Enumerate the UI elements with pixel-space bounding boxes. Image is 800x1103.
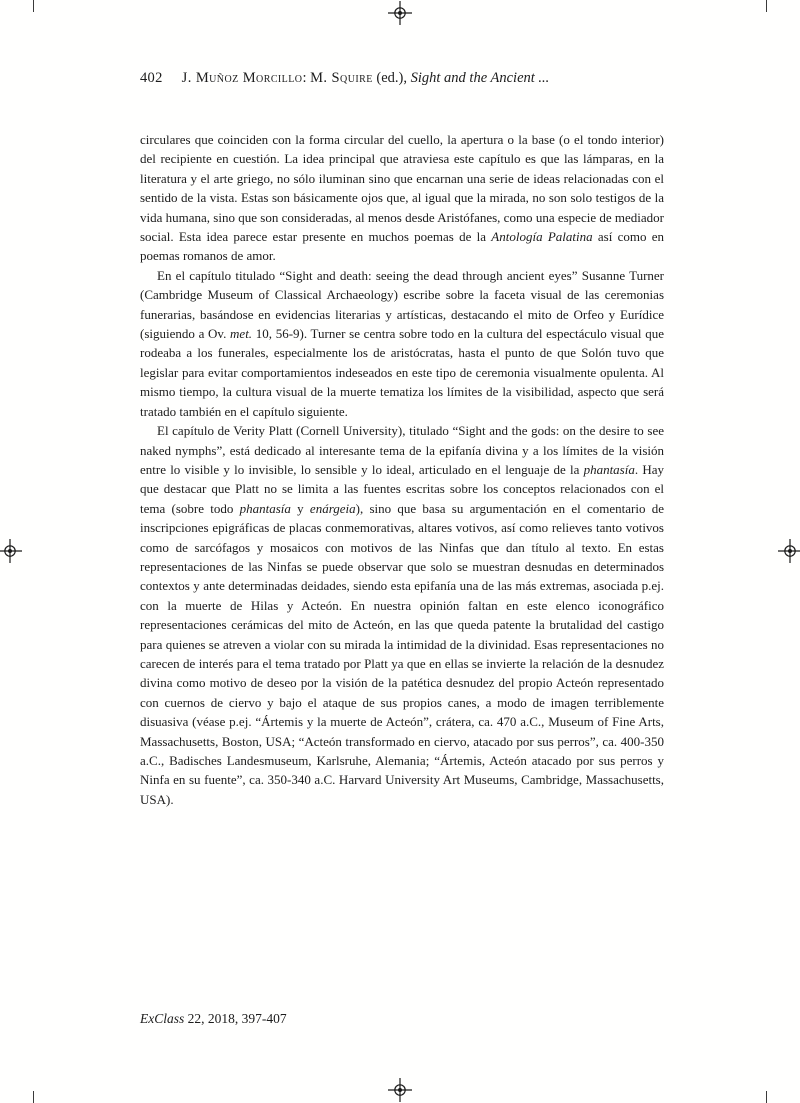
crop-mark-icon xyxy=(766,0,767,12)
running-title xyxy=(182,70,550,87)
text-run: ), sino que basa su argumentación en el comentario de inscripciones epigráficas de placas conmemorativas, altares votivos, así como relieves tanto votivos como de sarcófagos y mosaicos con motivos de las Ninfas que dan título al texto. En estas representaciones de las Ninfas se puede observar que solo se muestran desnudas en determinados contextos y ante determinadas deidades, siendo esta epifanía una de las más extremas, asociada p.ej. con la muerte de Hilas y Acteón. En nuestra opinión faltan en este elenco iconográfico representaciones cerámicas del mito de Acteón, en las que queda patente la brutalidad del castigo para quienes se atreven a violar con su mirada la intimidad de la divinidad. Esas representaciones no carecen de interés para el tema tratado por Platt ya que en ellas se invierte la relación de la desnudez divina como motivo de deseo por la visión de la patética desnudez del propio Acteón representado con cuernos de ciervo y bajo el ataque de sus propios canes, a modo de imagen terriblemente disuasiva (véase p.ej. “Ártemis y la muerte de Acteón”, crátera, ca. 470 a.C., Museum of Fine Arts, Massachusetts, Boston, USA; “Acteón transformado en ciervo, atacado por sus perros”, ca. 400-350 a.C., Badisches Landesmuseum, Karlsruhe, Alemania; “Ártemis, Acteón atacado por sus perros y Ninfa en su fuente”, ca. 350-340 a.C. Harvard University Art Museums, Cambridge, Massachusetts, USA). xyxy=(140,500,664,807)
italic-text-run: Antología Palatina xyxy=(491,229,593,245)
text-run: 10, 56-9). Turner se centra sobre todo en la cultura del espectáculo visual que rodeaba a los funerales, especialmente los de aristócratas, hasta el punto de que Solón tuvo que legislar para evitar comportamientos indeseados en este tipo de ceremonia visualmente opulenta. Al mismo tiempo, la cultura visual de la muerte tematiza los límites de la visibilidad, aspecto que será tratado también en el capítulo siguiente. xyxy=(140,326,664,419)
text-run: El capítulo de Verity Platt (Cornell University), titulado “Sight and the gods: on the desire to see naked nymphs”, está dedicado al interesante tema de la epifanía divina y a los límites de la visión entre lo visible y lo invisible, lo sensible y lo ideal, articulado en el lenguaje de la xyxy=(140,423,664,477)
italic-text-run: Sight and the Ancient ... xyxy=(410,70,550,86)
body-text xyxy=(140,130,664,809)
italic-text-run: enárgeia xyxy=(309,500,356,516)
crop-mark-icon xyxy=(33,1091,34,1103)
page-number: 402 xyxy=(140,70,163,86)
registration-target-icon xyxy=(0,539,22,563)
italic-text-run: met. xyxy=(230,326,253,342)
paragraph xyxy=(140,130,664,266)
smallcaps-text-run: M. Squire xyxy=(310,70,373,86)
italic-text-run: phantasía xyxy=(583,461,635,477)
journal-footer xyxy=(140,1011,287,1027)
running-header xyxy=(140,70,664,87)
text-run: : xyxy=(302,70,311,86)
text-run: (ed.), xyxy=(372,70,411,86)
paragraph xyxy=(140,421,664,809)
text-run: 22, 2018, 397-407 xyxy=(184,1011,287,1026)
smallcaps-text-run: J. Muñoz Morcillo xyxy=(181,70,303,86)
crop-mark-icon xyxy=(766,1091,767,1103)
text-run: así como en poemas romanos de amor. xyxy=(140,229,664,264)
crop-mark-icon xyxy=(33,0,34,12)
registration-target-icon xyxy=(388,1078,412,1102)
paragraph xyxy=(140,266,664,421)
registration-target-icon xyxy=(778,539,800,563)
italic-text-run: ExClass xyxy=(140,1011,185,1026)
text-run: . Hay que destacar que Platt no se limita a las fuentes escritas sobre los conceptos relacionados con el tema (sobre todo xyxy=(140,461,664,516)
text-run: y xyxy=(290,500,310,516)
registration-target-icon xyxy=(388,1,412,25)
text-run: En el capítulo titulado “Sight and death: seeing the dead through ancient eyes” Susanne Turner (Cambridge Museum of Classical Archaeology) escribe sobre la faceta visual de las ceremonias funerarias, basándose en evidencias literarias y artísticas, destacando el mito de Orfeo y Eurídice (siguiendo a Ov. xyxy=(140,267,664,342)
italic-text-run: phantasía xyxy=(239,500,291,516)
text-run: circulares que coinciden con la forma circular del cuello, la apertura o la base (o el tondo interior) del recipiente en cuestión. La idea principal que atraviesa este capítulo es que las lámparas, en la literatura y el arte griego, no sólo iluminan sino que encarnan una serie de ideas relacionadas con el sentido de la vista. Estas son básicamente ojos que, al igual que la mirada, no son solo testigos de la vida humana, sino que son consideradas, al menos desde Aristófanes, como una especie de mediador social. Esta idea parece estar presente en muchos poemas de la xyxy=(140,132,664,245)
